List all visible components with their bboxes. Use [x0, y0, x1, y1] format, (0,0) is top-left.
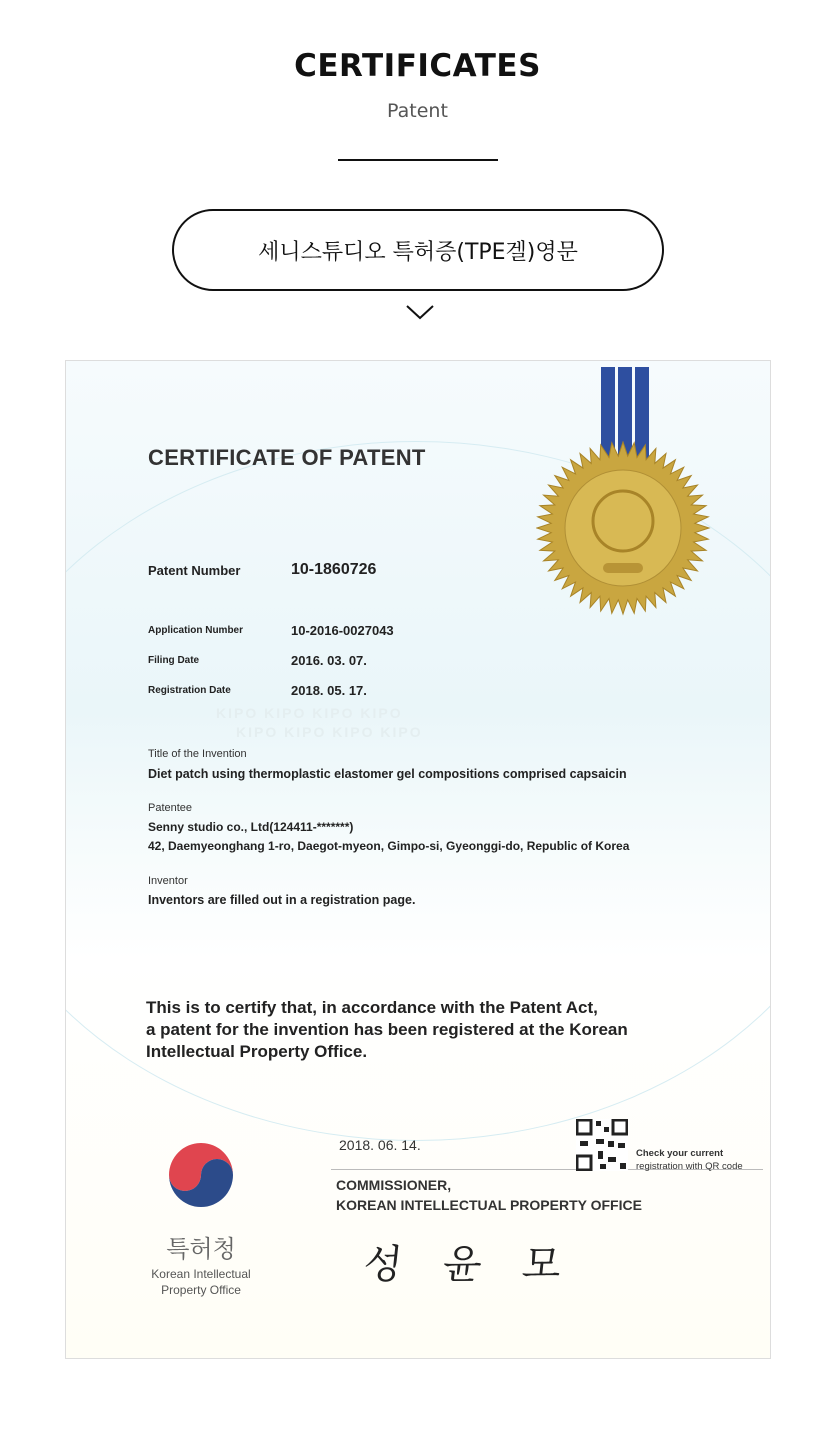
watermark: KIPO KIPO KIPO KIPO [216, 705, 403, 721]
chevron-down-icon[interactable] [405, 303, 435, 321]
watermark: KIPO KIPO KIPO KIPO [236, 724, 423, 740]
page-subtitle: Patent [387, 100, 448, 122]
registration-date: 2018. 05. 17. [291, 683, 367, 698]
patentee-label: Patentee [148, 802, 193, 814]
signature: 성 윤 모 [361, 1242, 578, 1288]
office-english: Korean Intellectual [151, 1267, 251, 1281]
office-english: Property Office [161, 1283, 241, 1297]
certify-text: a patent for the invention has been registered at the Korean [146, 1020, 628, 1039]
filing-date-label: Filing Date [148, 655, 200, 666]
patentee-address: 42, Daemyeonghang 1-ro, Daegot-myeon, Gimpo-si, Gyeonggi-do, Republic of Korea [148, 839, 630, 853]
qr-note: Check your current [636, 1148, 724, 1159]
kipo-logo-icon [159, 1133, 243, 1217]
office-korean: 특허청 [166, 1236, 236, 1263]
issue-date: 2018. 06. 14. [339, 1137, 421, 1153]
gold-seal-icon [536, 441, 711, 616]
patent-number-label: Patent Number [148, 563, 241, 578]
certificate-selector-button[interactable] [172, 209, 664, 291]
qr-note: registration with QR code [636, 1161, 743, 1172]
inventor: Inventors are filled out in a registration page. [148, 893, 416, 907]
certify-text: Intellectual Property Office. [146, 1042, 368, 1061]
selector-label: 세니스튜디오 특허증(TPE겔)영문 [258, 239, 578, 265]
patentee-name: Senny studio co., Ltd(124411-*******) [148, 820, 354, 834]
inventor-label: Inventor [148, 875, 188, 887]
commissioner-title: COMMISSIONER, [336, 1177, 452, 1193]
certificate-heading: CERTIFICATE OF PATENT [148, 445, 426, 470]
page-title: CERTIFICATES [294, 48, 541, 84]
application-number-label: Application Number [148, 625, 244, 636]
divider [338, 159, 498, 161]
application-number: 10-2016-0027043 [291, 623, 394, 638]
patent-number: 10-1860726 [291, 561, 377, 578]
certify-text: This is to certify that, in accordance with the Patent Act, [146, 998, 598, 1017]
registration-date-label: Registration Date [148, 685, 231, 696]
invention-title: Diet patch using thermoplastic elastomer gel compositions comprised capsaicin [148, 767, 627, 781]
qr-code-icon [576, 1119, 628, 1171]
title-label: Title of the Invention [148, 748, 247, 760]
filing-date: 2016. 03. 07. [291, 653, 367, 668]
patent-certificate-image [65, 360, 771, 1359]
commissioner-office: KOREAN INTELLECTUAL PROPERTY OFFICE [336, 1197, 642, 1213]
